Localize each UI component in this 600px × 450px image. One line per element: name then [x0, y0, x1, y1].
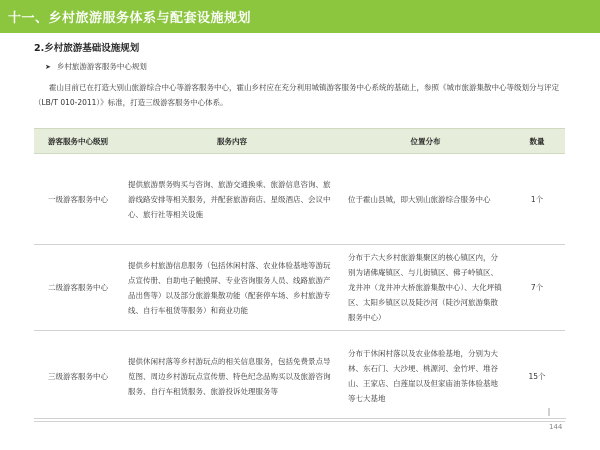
level-cell: 三级游客服务中心	[34, 331, 122, 422]
arrow-bullet-icon: ➤	[45, 62, 51, 71]
column-header-location: 位置分布	[342, 129, 509, 154]
location-cell: 分布于六大乡村旅游集聚区的核心镇区内，分别为诸佛庵镇区、与儿街镇区、佛子岭镇区、龙井冲（龙井冲大桥旅游集散中心）、大化坪镇区、太阳乡镇区以及陡沙河（陡沙河旅游集散服务中心）	[342, 245, 509, 331]
page-number: 144	[549, 423, 563, 431]
section-title: 2.乡村旅游基础设施规划	[34, 43, 140, 54]
column-header-content: 服务内容	[122, 129, 342, 154]
table-row	[34, 331, 565, 422]
page-title: 十一、乡村旅游服务体系与配套设施规划	[8, 11, 252, 26]
intro-paragraph: 霍山目前已在打造大别山旅游综合中心等游客服务中心，霍山乡村应在充分利用城镇游客服务中心系统的基础上，参照《城市旅游集散中心等级划分与评定（LB/T 010-2011）》标准，打造三级游客服务中心体系。	[34, 83, 559, 107]
footer-accent-line	[548, 408, 550, 416]
content-cell: 提供休闲村落等乡村游玩点的相关信息服务，包括免费景点导览图、周边乡村游玩点宣传册、特色纪念品购买以及旅游咨询服务、自行车租赁服务、旅游投诉处理服务等	[122, 331, 342, 422]
level-cell: 一级游客服务中心	[34, 154, 122, 245]
table-header-row	[34, 129, 565, 154]
header-bar	[0, 0, 600, 33]
location-cell: 分布于休闲村落以及农业体验基地，分别为大林、东石门、大沙埂、桃源河、金竹坪、堆谷山、王家店、白莲崖以及但家庙油茶体验基地等七大基地	[342, 331, 509, 422]
count-cell: 15个	[509, 331, 565, 422]
bullet-item	[45, 61, 147, 72]
count-cell: 1个	[509, 154, 565, 245]
service-center-table	[34, 128, 565, 422]
footer-divider	[34, 418, 566, 419]
content-cell: 提供乡村旅游信息服务（包括休闲村落、农业体验基地等游玩点宣传册、自助电子触摸屏、专业咨询服务人员、线路旅游产品出售等）以及部分旅游集散功能（配套停车场、乡村旅游专线、自行车租赁等服务）和商业功能	[122, 245, 342, 331]
content-cell: 提供旅游票务购买与咨询、旅游交通换乘、旅游信息咨询、旅游线路安排等相关服务，并配套旅游商店、星级酒店、会议中心、旅行社等相关设施	[122, 154, 342, 245]
table-row	[34, 245, 565, 331]
column-header-level: 游客服务中心级别	[34, 129, 122, 154]
level-cell: 二级游客服务中心	[34, 245, 122, 331]
bullet-text: 乡村旅游游客服务中心规划	[56, 62, 147, 71]
column-header-count: 数量	[509, 129, 565, 154]
location-cell: 位于霍山县城，即大别山旅游综合服务中心	[342, 154, 509, 245]
table-row	[34, 154, 565, 245]
count-cell: 7个	[509, 245, 565, 331]
